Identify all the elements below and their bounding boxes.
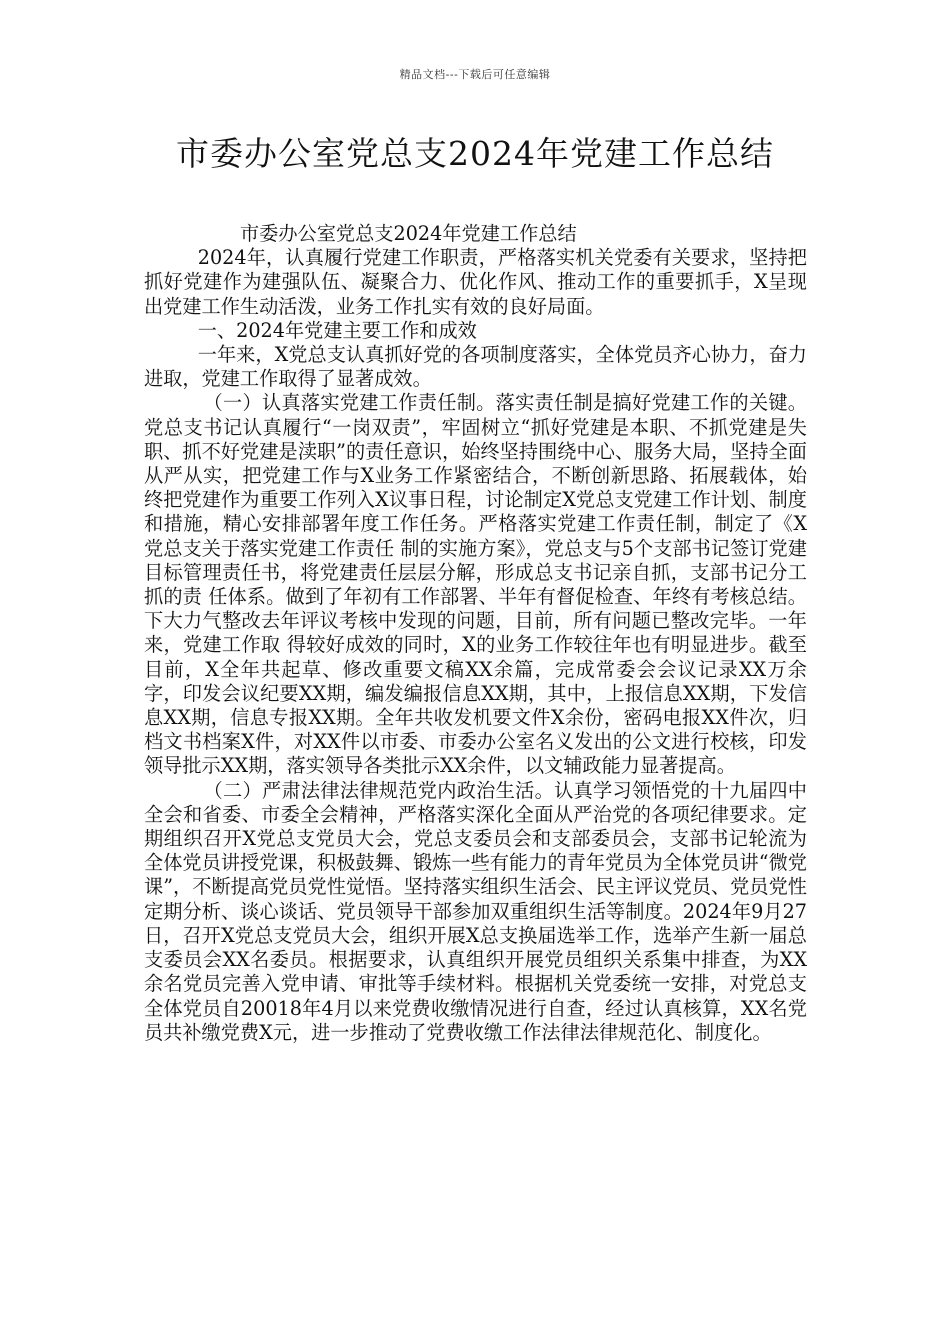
- page-header-note: 精品文档---下载后可任意编辑: [399, 68, 551, 81]
- item-1-paragraph: （一）认真落实党建工作责任制。落实责任制是搞好党建工作的关键。党总支书记认真履行“一岗双责”，牢固树立“抓好党建是本职、不抓党建是失职、抓不好党建是渎职”的责任意识，始终坚持围绕中心、服务大局，坚持全面从严从实，把党建工作与X业务工作紧密结合，不断创新思路、拓展载体，始终把党建作为重要工作列入X议事日程，讨论制定X党总支党建工作计划、制度和措施，精心安排部署年度工作任务。严格落实党建工作责任制，制定了《X党总支关于落实党建工作责任 制的实施方案》，党总支与5个支部书记签订党建目标管理责任书，将党建责任层层分解，形成总支书记亲自抓，支部书记分工抓的责 任体系。做到了年初有工作部署、半年有督促检查、年终有考核总结。下大力气整改去年评议考核中发现的问题，目前，所有问题已整改完毕。一年来，党建工作取 得较好成效的同时，X的业务工作较往年也有明显进步。截至目前，X全年共起草、修改重要文稿XX余篇，完成常委会会议记录XX万余字，印发会议纪要XX期，编发编报信息XX期，其中，上报信息XX期，下发信息XX期，信息专报XX期。全年共收发机要文件X余份，密码电报XX件次，归档文书档案X件，对XX件以市委、市委办公室名义发出的公文进行校核，印发领导批示XX期，落实领导各类批示XX余件，以文辅政能力显著提高。: [144, 391, 807, 778]
- document-title: 市委办公室党总支2024年党建工作总结: [176, 134, 774, 173]
- document-subtitle: 市委办公室党总支2024年党建工作总结: [240, 222, 577, 245]
- document-body: [144, 222, 807, 1045]
- intro-paragraph: 2024年，认真履行党建工作职责，严格落实机关党委有关要求，坚持把抓好党建作为建强队伍、凝聚合力、优化作风、推动工作的重要抓手，X呈现出党建工作生动活泼，业务工作扎实有效的良好局面。: [144, 246, 807, 318]
- item-2-paragraph: （二）严肃法律法律规范党内政治生活。认真学习领悟党的十九届四中全会和省委、市委全会精神，严格落实深化全面从严治党的各项纪律要求。定期组织召开X党总支党员大会，党总支委员会和支部委员会，支部书记轮流为全体党员讲授党课，积极鼓舞、锻炼一些有能力的青年党员为全体党员讲“微党课”，不断提高党员党性觉悟。坚持落实组织生活会、民主评议党员、党员党性定期分析、谈心谈话、党员领导干部参加双重组织生活等制度。2024年9月27日，召开X党总支党员大会，组织开展X总支换届选举工作，选举产生新一届总支委员会XX名委员。根据要求，认真组织开展党员组织关系集中排查，为XX余名党员完善入党申请、审批等手续材料。根据机关党委统一安排，对党总支全体党员自20018年4月以来党费收缴情况进行自查，经过认真核算，XX名党员共补缴党费X元，进一步推动了党费收缴工作法律法律规范化、制度化。: [144, 778, 807, 1044]
- section-1-intro-paragraph: 一年来，X党总支认真抓好党的各项制度落实，全体党员齐心协力，奋力进取，党建工作取得了显著成效。: [144, 343, 807, 391]
- section-heading-1: 一、2024年党建主要工作和成效: [197, 318, 477, 342]
